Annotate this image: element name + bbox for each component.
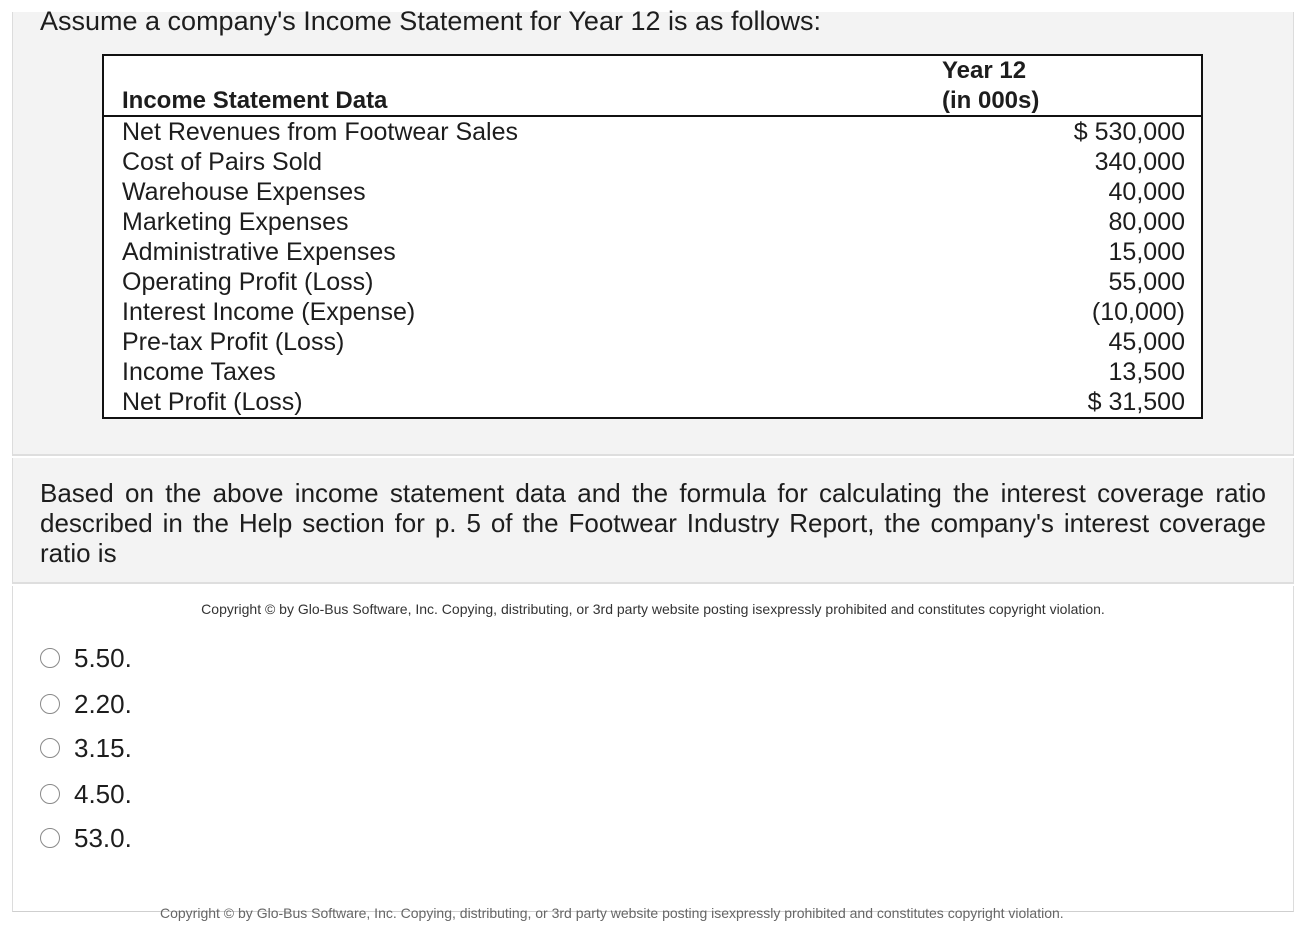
row-value: 40,000 [1108,178,1185,206]
row-label: Net Revenues from Footwear Sales [122,118,519,146]
row-value: 45,000 [1108,328,1185,356]
column-header-units: (in 000s) [942,87,1040,114]
row-value: 80,000 [1108,208,1185,236]
radio-button-icon[interactable] [40,694,60,714]
table-row [104,327,1201,357]
clipped-copyright-notice [160,905,1140,921]
row-value: 13,500 [1108,358,1185,386]
radio-button-icon[interactable] [40,828,60,848]
option-label: 5.50. [74,643,132,673]
question-text: Based on the above income statement data and the formula for calculating the interest coverage ratio described in the Help section for p. 5 of the Footwear Industry Report, the company's interest coverage ratio is [40,478,1266,568]
table-row [104,267,1201,297]
table-row [104,297,1201,327]
row-value: 340,000 [1094,148,1185,176]
copyright-notice: Copyright © by Glo-Bus Software, Inc. Copying, distributing, or 3rd party website posting isexpressly prohibited and constitutes copyright violation. [201,601,1105,617]
row-value: $ 31,500 [1087,388,1185,416]
row-value: 55,000 [1108,268,1185,296]
column-header-year: Year 12 [942,57,1027,84]
answers-panel [12,586,1294,912]
table-row [104,207,1201,237]
radio-button-icon[interactable] [40,738,60,758]
answer-option-3[interactable] [40,731,132,765]
answer-option-2[interactable] [40,687,132,721]
row-value: $ 530,000 [1073,118,1185,146]
row-label: Interest Income (Expense) [122,298,416,326]
table-row [104,237,1201,267]
table-header [104,56,1201,117]
option-label: 3.15. [74,733,132,763]
table-row [104,387,1201,417]
row-value: 15,000 [1108,238,1185,266]
answer-option-1[interactable] [40,641,132,675]
row-label: Net Profit (Loss) [122,388,303,416]
table-row [104,357,1201,387]
header-label: Income Statement Data [122,87,388,114]
row-label: Warehouse Expenses [122,178,366,206]
radio-button-icon[interactable] [40,784,60,804]
row-label: Marketing Expenses [122,208,349,236]
radio-button-icon[interactable] [40,648,60,668]
intro-text: Assume a company's Income Statement for Year 12 is as follows: [40,6,822,36]
clipped-copyright-text: Copyright © by Glo-Bus Software, Inc. Copying, distributing, or 3rd party website posting isexpressly prohibited and constitutes copyright violation. [160,905,1064,921]
column-header [942,56,1039,116]
row-label: Pre-tax Profit (Loss) [122,328,345,356]
table-row [104,147,1201,177]
option-label: 53.0. [74,823,132,853]
answer-option-4[interactable] [40,777,132,811]
row-label: Income Taxes [122,358,276,386]
option-label: 4.50. [74,779,132,809]
table-row [104,117,1201,147]
answer-option-5[interactable] [40,821,132,855]
row-label: Cost of Pairs Sold [122,148,323,176]
table-row [104,177,1201,207]
income-statement-table [102,54,1203,419]
row-value: (10,000) [1091,298,1185,326]
row-label: Administrative Expenses [122,238,396,266]
row-label: Operating Profit (Loss) [122,268,374,296]
option-label: 2.20. [74,689,132,719]
